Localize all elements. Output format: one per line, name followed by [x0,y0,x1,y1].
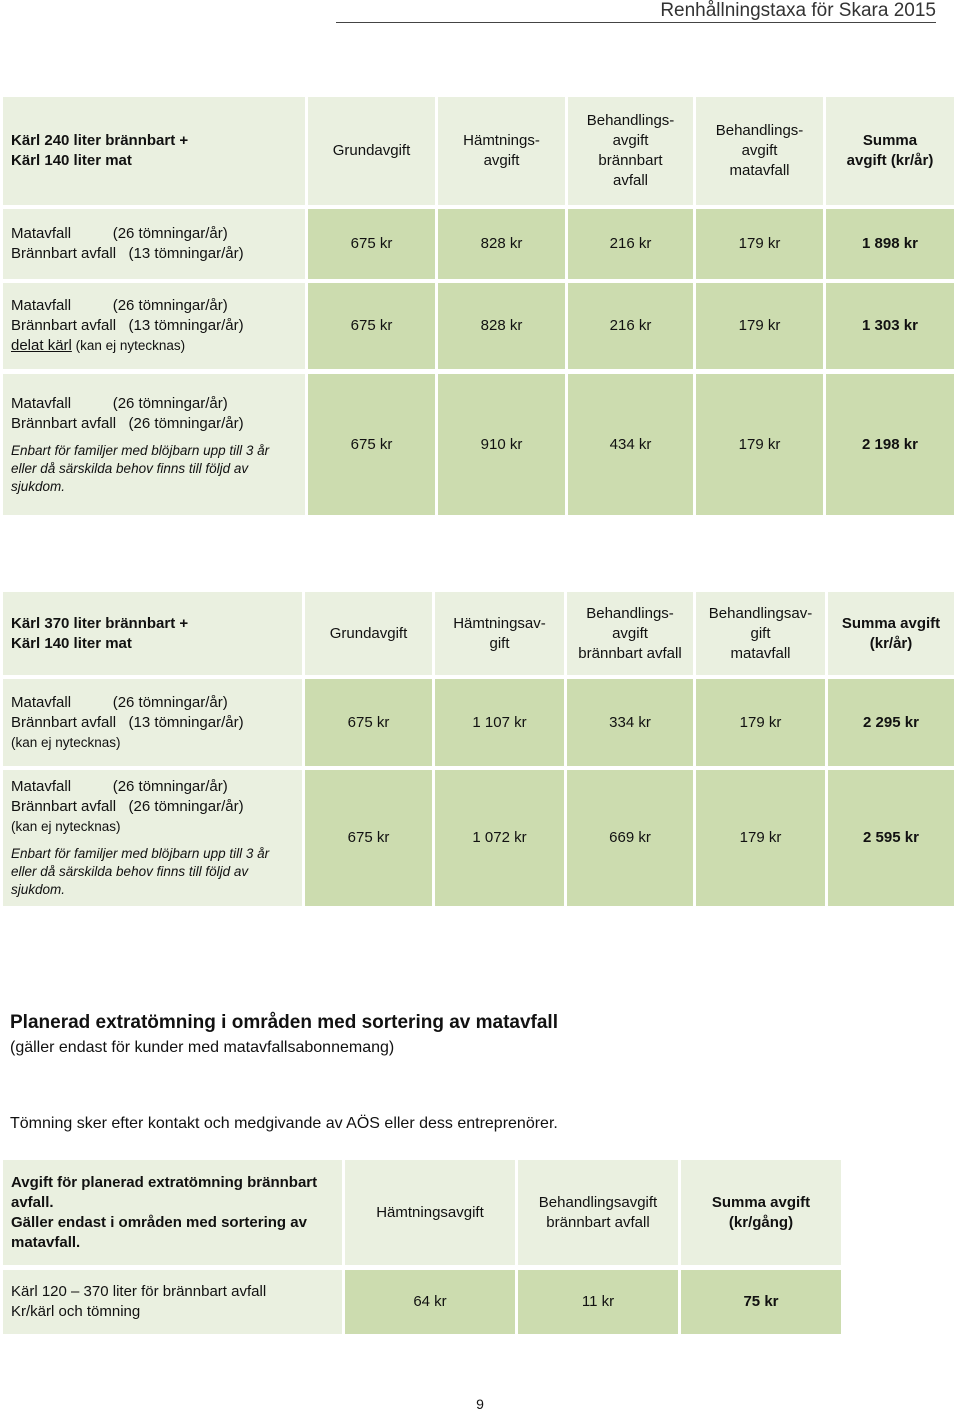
page-header: Renhållningstaxa för Skara 2015 [336,0,936,23]
column-header-behandling-matavfall: Behandlingsav- gift matavfall [696,592,825,675]
fee-cell: 669 kr [567,770,693,906]
fee-cell: 1 072 kr [435,770,564,906]
section-subtitle: (gäller endast för kunder med matavfallsabonnemang) [10,1039,395,1056]
fee-cell: 828 kr [438,283,565,369]
row-label: Matavfall (26 tömningar/år) Brännbart avfall (26 tömningar/år) Enbart för familjer med blöjbarn upp till 3 år eller då särskilda behov finns till följd av sjukdom. [3,374,305,515]
total-cell: 2 198 kr [826,374,954,515]
total-cell: 1 898 kr [826,209,954,279]
column-header-hamtningsavgift: Hämtningsav- gift [435,592,564,675]
fee-cell: 334 kr [567,679,693,766]
fee-cell: 216 kr [568,209,693,279]
total-cell: 2 595 kr [828,770,954,906]
fee-cell: 216 kr [568,283,693,369]
column-header-grundavgift: Grundavgift [308,97,435,205]
section-info: Tömning sker efter kontakt och medgivande av AÖS eller dess entreprenörer. [10,1115,558,1132]
fee-cell: 64 kr [345,1270,515,1334]
fee-cell: 179 kr [696,374,823,515]
fee-cell: 11 kr [518,1270,678,1334]
column-header-summa: Summa avgift (kr/gång) [681,1160,841,1265]
column-header-behandling-brannbart: Behandlingsavgift brännbart avfall [518,1160,678,1265]
table-title: Kärl 240 liter brännbart + Kärl 140 liter mat [3,97,305,205]
page-number: 9 [476,1396,484,1412]
column-header-behandling-matavfall: Behandlings- avgift matavfall [696,97,823,205]
table-title: Kärl 370 liter brännbart + Kärl 140 liter mat [3,592,302,675]
column-header-grundavgift: Grundavgift [305,592,432,675]
row-label: Matavfall (26 tömningar/år) Brännbart avfall (13 tömningar/år) (kan ej nytecknas) [3,679,302,766]
column-header-hamtningsavgift: Hämtnings- avgift [438,97,565,205]
total-cell: 2 295 kr [828,679,954,766]
total-cell: 75 kr [681,1270,841,1334]
row-label: Matavfall (26 tömningar/år) Brännbart avfall (13 tömningar/år) [3,209,305,279]
fee-cell: 675 kr [305,770,432,906]
fee-cell: 675 kr [308,283,435,369]
total-cell: 1 303 kr [826,283,954,369]
table-title: Avgift för planerad extratömning brännbart avfall. Gäller endast i områden med sortering av matavfall. [3,1160,342,1265]
fee-cell: 434 kr [568,374,693,515]
fee-cell: 675 kr [305,679,432,766]
column-header-summa: Summa avgift (kr/år) [828,592,954,675]
row-label: Kärl 120 – 370 liter för brännbart avfall Kr/kärl och tömning [3,1270,342,1334]
section-title: Planerad extratömning i områden med sortering av matavfall [10,1012,558,1033]
fee-cell: 675 kr [308,374,435,515]
column-header-summa: Summa avgift (kr/år) [826,97,954,205]
fee-cell: 179 kr [696,209,823,279]
fee-cell: 179 kr [696,283,823,369]
row-label: Matavfall (26 tömningar/år) Brännbart avfall (26 tömningar/år) (kan ej nytecknas) Enbart för familjer med blöjbarn upp till 3 år eller då särskilda behov finns till följd av sjukdom. [3,770,302,906]
column-header-hamtningsavgift: Hämtningsavgift [345,1160,515,1265]
fee-cell: 1 107 kr [435,679,564,766]
fee-cell: 179 kr [696,679,825,766]
fee-cell: 910 kr [438,374,565,515]
fee-cell: 828 kr [438,209,565,279]
row-label: Matavfall (26 tömningar/år) Brännbart avfall (13 tömningar/år) delat kärl (kan ej nytecknas) [3,283,305,369]
column-header-behandling-brannbart: Behandlings- avgift brännbart avfall [568,97,693,205]
fee-cell: 675 kr [308,209,435,279]
column-header-behandling-brannbart: Behandlings- avgift brännbart avfall [567,592,693,675]
fee-cell: 179 kr [696,770,825,906]
